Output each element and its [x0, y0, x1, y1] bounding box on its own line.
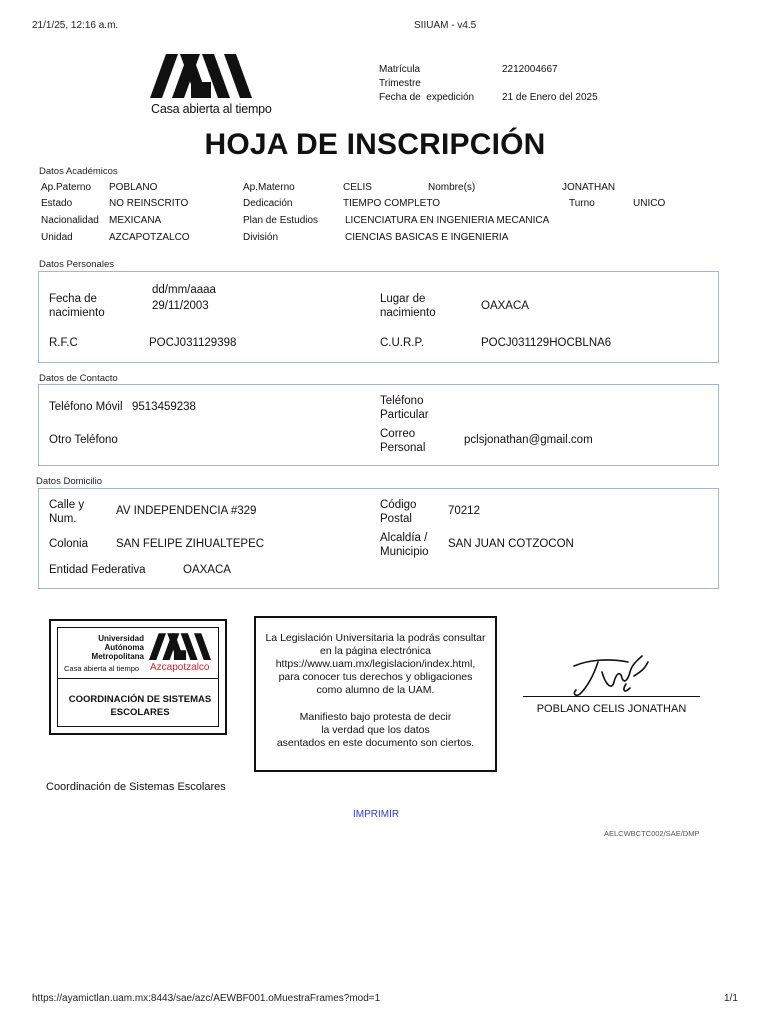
- estado-label: Estado: [41, 198, 73, 209]
- signature-name: POBLANO CELIS JONATHAN: [536, 703, 687, 715]
- calle-value: AV INDEPENDENCIA #329: [116, 505, 257, 517]
- nacionalidad-label: Nacionalidad: [41, 215, 99, 226]
- telefono-particular-label: Teléfono Particular: [380, 395, 429, 421]
- division-value: CIENCIAS BASICAS E INGENIERIA: [345, 232, 509, 243]
- nacionalidad-value: MEXICANA: [109, 215, 162, 226]
- colonia-value: SAN FELIPE ZIHUALTEPEC: [116, 538, 265, 550]
- fecha-expedicion-value: 21 de Enero del 2025: [502, 92, 598, 103]
- calle-label: Calle y Num.: [49, 499, 85, 525]
- matricula-label: Matrícula: [379, 64, 421, 75]
- dedicacion-value: TIEMPO COMPLETO: [343, 198, 441, 209]
- page-count: 1/1: [724, 993, 738, 1004]
- document-title: HOJA DE INSCRIPCIÓN: [204, 128, 546, 161]
- logo-tagline: Casa abierta al tiempo: [151, 102, 272, 116]
- otro-telefono-label: Otro Teléfono: [49, 434, 118, 446]
- dedicacion-label: Dedicación: [243, 198, 293, 209]
- unidad-label: Unidad: [41, 232, 73, 243]
- division-label: División: [243, 232, 279, 243]
- ap-paterno-label: Ap.Paterno: [41, 182, 92, 193]
- stamp-campus: Azcapotzalco: [150, 662, 210, 673]
- page-url: https://ayamictlan.uam.mx:8443/sae/azc/AEWBF001.oMuestraFrames?mod=1: [32, 993, 381, 1004]
- page-title: SIIUAM - v4.5: [414, 20, 477, 31]
- coordinacion-label: Coordinación de Sistemas Escolares: [46, 781, 226, 793]
- nombre-label: Nombre(s): [428, 182, 476, 193]
- contact-section-label: Datos de Contacto: [39, 373, 118, 384]
- uam-logo-icon: [150, 52, 252, 98]
- legal-notice-box: [254, 616, 497, 772]
- personal-data-box: [38, 271, 719, 363]
- stamp-divider: [58, 678, 218, 679]
- turno-label: Turno: [569, 198, 595, 209]
- alcaldia-label: Alcaldía / Municipio: [380, 532, 429, 558]
- notice-line: La Legislación Universitaria la podrás consultar: [265, 632, 486, 644]
- address-section-label: Datos Domicilio: [36, 476, 102, 487]
- stamp-tagline: Casa abierta al tiempo: [64, 664, 140, 673]
- turno-value: UNICO: [633, 198, 666, 209]
- stamp-dept-line2: ESCOLARES: [110, 707, 170, 718]
- telefono-movil-label: Teléfono Móvil: [49, 401, 123, 413]
- stamp-dept-line1: COORDINACIÓN DE SISTEMAS: [68, 694, 212, 705]
- curp-label: C.U.R.P.: [380, 337, 424, 349]
- fecha-expedicion-label: Fecha de expedición: [379, 92, 475, 103]
- rfc-label: R.F.C: [49, 337, 78, 349]
- notice-line: https://www.uam.mx/legislacion/index.html,: [275, 658, 476, 670]
- stamp-university-name: [58, 634, 144, 661]
- entidad-label: Entidad Federativa: [49, 564, 146, 576]
- print-link[interactable]: IMPRIMIR: [353, 809, 400, 820]
- notice-line: Manifiesto bajo protesta de decir: [299, 711, 452, 723]
- matricula-value: 2212004667: [502, 64, 558, 75]
- lugar-nacimiento-label: Lugar de nacimiento: [380, 293, 436, 319]
- ap-materno-value: CELIS: [343, 182, 372, 193]
- estado-value: NO REINSCRITO: [109, 198, 189, 209]
- contact-data-box: [38, 384, 719, 466]
- codigo-postal-value: 70212: [448, 505, 480, 517]
- alcaldia-value: SAN JUAN COTZOCON: [448, 538, 574, 550]
- ap-paterno-value: POBLANO: [109, 182, 158, 193]
- colonia-label: Colonia: [49, 538, 88, 550]
- signature-icon: [568, 652, 652, 698]
- notice-line: en la página electrónica: [320, 645, 431, 657]
- stamp-univ-line3: Metropolitana: [91, 652, 144, 661]
- nacimiento-format: dd/mm/aaaa: [152, 284, 216, 296]
- plan-estudios-value: LICENCIATURA EN INGENIERIA MECANICA: [345, 215, 550, 226]
- telefono-movil-value: 9513459238: [132, 401, 196, 413]
- personal-section-label: Datos Personales: [39, 259, 114, 270]
- print-datetime: 21/1/25, 12:16 a.m.: [32, 20, 119, 31]
- nombre-value: JONATHAN: [562, 182, 616, 193]
- unidad-value: AZCAPOTZALCO: [109, 232, 190, 243]
- curp-value: POCJ031129HOCBLNA6: [481, 337, 612, 349]
- academic-section-label: Datos Académicos: [39, 166, 118, 177]
- correo-personal-value: pclsjonathan@gmail.com: [464, 434, 593, 446]
- signature-line: [523, 696, 700, 697]
- correo-personal-label: Correo Personal: [380, 428, 426, 454]
- notice-line: como alumno de la UAM.: [316, 684, 435, 696]
- notice-line: asentados en este documento son ciertos.: [276, 737, 475, 749]
- codigo-postal-label: Código Postal: [380, 499, 417, 525]
- stamp-univ-line2: Autónoma: [104, 643, 144, 652]
- entidad-value: OAXACA: [183, 564, 231, 576]
- lugar-nacimiento-value: OAXACA: [481, 300, 529, 312]
- plan-estudios-label: Plan de Estudios: [243, 215, 319, 226]
- official-stamp: [49, 619, 227, 735]
- notice-line: la verdad que los datos: [321, 724, 430, 736]
- trimestre-label: Trimestre: [379, 78, 421, 89]
- ap-materno-label: Ap.Materno: [243, 182, 295, 193]
- nacimiento-label: Fecha de nacimiento: [49, 293, 105, 319]
- stamp-uam-logo-icon: [148, 632, 212, 660]
- rfc-value: POCJ031129398: [149, 337, 237, 349]
- document-code: AELCWBCTC002/SAE/DMP: [604, 829, 700, 838]
- nacimiento-value: 29/11/2003: [152, 300, 209, 312]
- stamp-univ-line1: Universidad: [98, 634, 144, 643]
- notice-line: para conocer tus derechos y obligaciones: [278, 671, 473, 683]
